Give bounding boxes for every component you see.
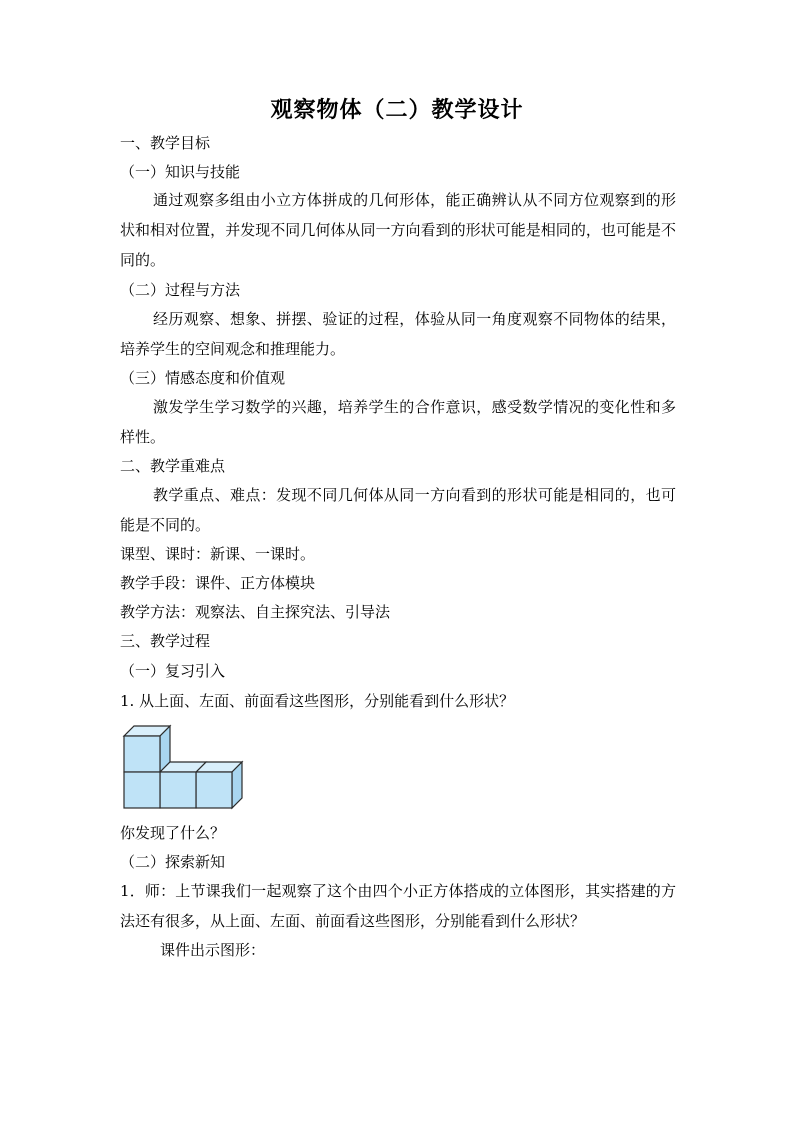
subheading-explore: （二）探索新知 (120, 853, 226, 871)
teaching-methods-line: 教学方法：观察法、自主探究法、引导法 (120, 603, 391, 621)
section-heading-objectives: 一、教学目标 (120, 134, 211, 152)
section-heading-key-difficult: 二、教学重难点 (120, 457, 226, 475)
courseware-line: 课件出示图形： (160, 941, 266, 959)
lesson-type-line: 课型、课时：新课、一课时。 (120, 545, 316, 563)
subheading-process-methods: （二）过程与方法 (120, 281, 241, 299)
paragraph-key-difficult: 教学重点、难点：发现不同几何体从同一方向看到的形状可能是相同的，也可能是不同的。 (120, 486, 676, 534)
subheading-review: （一）复习引入 (120, 662, 226, 680)
teaching-means-line: 教学手段：课件、正方体模块 (120, 574, 316, 592)
document-title: 观察物体（二）教学设计 (270, 97, 524, 123)
paragraph-attitude-values: 激发学生学习数学的兴趣，培养学生的合作意识，感受数学情况的变化性和多样性。 (120, 398, 676, 446)
cube-top-left (124, 726, 170, 772)
paragraph-process-methods: 经历观察、想象、拼摆、验证的过程，体验从同一角度观察不同物体的结果，培养学生的空间观念和推理能力。 (120, 310, 676, 358)
cube-bottom-right (196, 762, 242, 808)
cube-bottom-left (124, 772, 160, 808)
discover-prompt: 你发现了什么？ (120, 824, 226, 842)
paragraph-explore: 1．师：上节课我们一起观察了这个由四个小正方体搭成的立体图形，其实搭建的方法还有很多，从上面、左面、前面看这些图形，分别能看到什么形状？ (120, 882, 676, 930)
question-1: 1. 从上面、左面、前面看这些图形，分别能看到什么形状？ (120, 692, 515, 710)
subheading-knowledge-skills: （一）知识与技能 (120, 163, 241, 181)
subheading-attitude-values: （三）情感态度和价值观 (120, 369, 286, 387)
cube-figure (118, 722, 252, 814)
section-heading-process: 三、教学过程 (120, 632, 211, 650)
paragraph-knowledge-skills: 通过观察多组由小立方体拼成的几何形体，能正确辨认从不同方位观察到的形状和相对位置，并发现不同几何体从同一方向看到的形状可能是相同的，也可能是不同的。 (120, 191, 676, 269)
